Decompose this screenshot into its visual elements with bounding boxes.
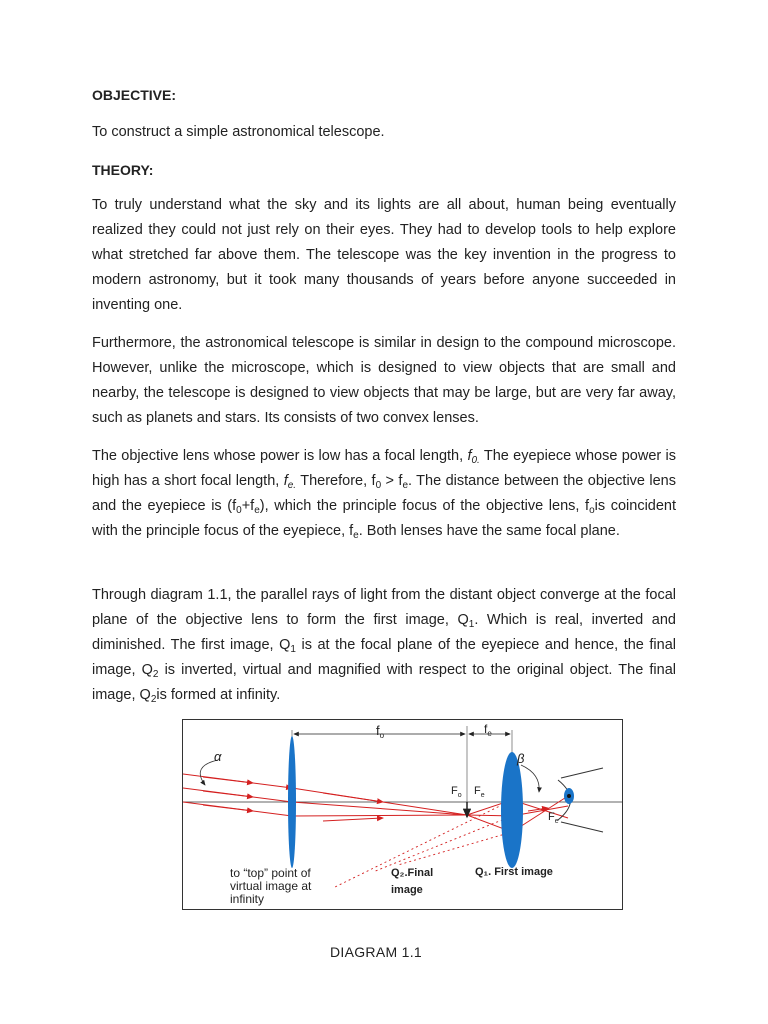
Fe-label: $F_e$ (474, 785, 485, 799)
q2-label-line1: Q₂.Final (391, 867, 434, 879)
diagram-caption: DIAGRAM 1.1 (330, 944, 422, 960)
top-point-label-line1: to “top” point of (230, 866, 311, 880)
objective-heading: OBJECTIVE: (92, 87, 177, 103)
eyepiece-lens (501, 752, 523, 868)
objective-lens (288, 736, 296, 868)
telescope-ray-diagram (182, 719, 623, 910)
top-point-label-line2: virtual image at (230, 879, 312, 893)
theory-heading: THEORY: (92, 162, 154, 178)
top-point-label-line3: infinity (230, 892, 265, 906)
theory-paragraph-3: The objective lens whose power is low has a focal length, $f_{0.}$ The eyepiece whose power is high has a short focal length, $f_{e.}$ Therefore, $f_0 > f_e$. The distance between the objective lens and the eyepiece is $(f_0+f_e)$, which the principle focus of the objective lens, $f_ois$ coincident with the principle focus of the eyepiece, $f_e$. Both lenses have the same focal plane. (92, 448, 677, 541)
fo-label: $f_o$ (376, 723, 385, 740)
objective-text: To construct a simple astronomical telescope. (92, 124, 385, 140)
theory-paragraph-2: Furthermore, the astronomical telescope is similar in design to the compound microscope. However, unlike the microscope, which is designed to view objects that are small and nearby, the telescope is designed to view objects that may be large, but are very far away, such as planets and stars. Its consists of two convex lenses. (92, 335, 676, 426)
q2-label-line2: image (391, 884, 423, 896)
fe-label: $f_e$ (484, 722, 492, 738)
alpha-label: α (214, 749, 222, 764)
eye-iris (567, 794, 571, 798)
beta-label: β (517, 751, 525, 766)
theory-paragraph-1: To truly understand what the sky and its lights are all about, human being eventually realized they could not just rely on their eyes. They had to develop tools to help explore what stretched far above them. The telescope was the key invention in the progress to modern astronomy, but it took many thousands of years before anyone succeeded in inventing one. (92, 197, 676, 313)
Fo-label: $F_o$ (451, 785, 462, 799)
beta-angle-arc (521, 765, 539, 792)
Fe-eye-label: $F_e$ (548, 811, 559, 825)
theory-paragraph-4: Through diagram 1.1, the parallel rays of light from the distant object converge at the focal plane of the objective lens to form the first image, $Q_1$. Which is real, inverted and diminished. The first image, $Q_1$ is at the focal plane of the eyepiece and hence, the final image, $Q_2$ is inverted, virtual and magnified with respect to the original object. The final image, $Q_2is$ formed at infinity. (92, 587, 676, 705)
telescope-diagram-svg (183, 720, 622, 909)
q1-label: Q₁. First image (475, 866, 553, 878)
